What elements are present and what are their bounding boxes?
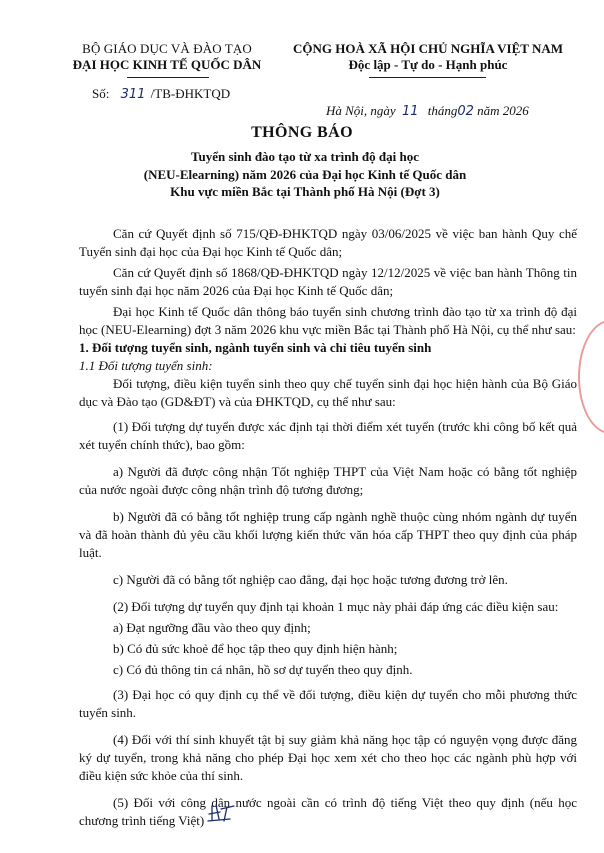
handwritten-initials-icon — [206, 800, 238, 824]
paragraph: (1) Đối tượng dự tuyển được xác định tại thời điểm xét tuyển (trước khi công bố kết quả xét tuyển chính thức), bao gồm: — [79, 419, 577, 452]
paragraph: (4) Đối với thí sinh khuyết tật bị suy giảm khả năng học tập có nguyện vọng được đăng ký dự tuyển, trong khả năng cho phép Đại học xem xét cho theo học các ngành phù hợp với điều kiện sức khỏe của thí sinh. — [79, 732, 577, 783]
doc-number-prefix: Số: — [92, 86, 110, 101]
document-subtitle — [40, 148, 570, 201]
official-seal-edge — [578, 320, 604, 434]
paragraph: (3) Đại học có quy định cụ thể về đối tượng, điều kiện dự tuyển cho mỗi phương thức tuyển sinh. — [79, 687, 577, 720]
issuer-underline — [127, 77, 209, 78]
paragraph: Căn cứ Quyết định số 1868/QĐ-ĐHKTQD ngày 12/12/2025 về việc ban hành Thông tin tuyển sinh đại học năm 2026 của Đại học Kinh tế Quốc dân; — [79, 265, 577, 298]
document-number — [92, 86, 230, 102]
date-month-label: tháng — [427, 103, 458, 118]
date-year: năm 2026 — [477, 103, 529, 118]
ministry-name: BỘ GIÁO DỤC VÀ ĐÀO TẠO — [82, 41, 252, 56]
paragraph: (5) Đối với công dân nước ngoài cần có trình độ tiếng Việt theo quy định (nếu học chương trình tiếng Việt) — [79, 795, 577, 828]
subtitle-line-2: (NEU-Elearning) năm 2026 của Đại học Kinh tế Quốc dân — [143, 166, 467, 182]
issuer-block — [62, 41, 272, 73]
paragraph: Đối tượng, điều kiện tuyển sinh theo quy chế tuyển sinh đại học hiện hành của Bộ Giáo dục và Đào tạo (GD&ĐT) và của ĐHKTQD, cụ thể như sau: — [79, 376, 577, 409]
document-title: THÔNG BÁO — [251, 124, 353, 141]
national-motto-block — [278, 41, 578, 73]
paragraph: a) Đạt ngưỡng đầu vào theo quy định; — [113, 620, 311, 635]
paragraph: c) Có đủ thông tin cá nhân, hồ sơ dự tuyển theo quy định. — [113, 662, 413, 677]
paragraph: (2) Đối tượng dự tuyển quy định tại khoản 1 mục này phải đáp ứng các điều kiện sau: — [113, 599, 559, 614]
paragraph: c) Người đã có bằng tốt nghiệp cao đẳng, đại học hoặc tương đương trở lên. — [113, 572, 508, 587]
paragraph: b) Người đã có bằng tốt nghiệp trung cấp ngành nghề thuộc cùng nhóm ngành dự tuyển và đã hoàn thành đủ yêu cầu khối lượng kiến thức văn hóa cấp THPT theo quy định của pháp luật. — [79, 509, 577, 560]
date-month-handwritten: 02 — [457, 104, 474, 119]
motto: Độc lập - Tự do - Hạnh phúc — [348, 57, 508, 72]
date-place: Hà Nội, ngày — [326, 103, 396, 118]
doc-number-handwritten: 311 — [120, 87, 146, 102]
subtitle-line-3: Khu vực miền Bắc tại Thành phố Hà Nội (Đợt 3) — [170, 184, 440, 199]
document-date — [326, 103, 529, 119]
paragraph: b) Có đủ sức khoẻ để học tập theo quy định hiện hành; — [113, 641, 398, 656]
subtitle-line-1: Tuyển sinh đào tạo từ xa trình độ đại học — [190, 149, 420, 164]
paragraph: Đại học Kinh tế Quốc dân thông báo tuyển sinh chương trình đào tạo từ xa trình độ đại học (NEU-Elearning) đợt 3 năm 2026 khu vực miền Bắc tại Thành phố Hà Nội, cụ thể như sau: — [79, 304, 577, 337]
paragraph: Căn cứ Quyết định số 715/QĐ-ĐHKTQD ngày 03/06/2025 về việc ban hành Quy chế Tuyển sinh đại học của Đại học Kinh tế Quốc dân; — [79, 226, 577, 259]
document-body — [79, 225, 577, 830]
university-name: ĐẠI HỌC KINH TẾ QUỐC DÂN — [72, 57, 262, 72]
section-heading: 1. Đối tượng tuyển sinh, ngành tuyển sinh và chỉ tiêu tuyển sinh — [79, 340, 432, 355]
paragraph: a) Người đã được công nhận Tốt nghiệp THPT của Việt Nam hoặc có bằng tốt nghiệp của nước ngoài được công nhận trình độ tương đương; — [79, 464, 577, 497]
country-name: CỘNG HOÀ XÃ HỘI CHỦ NGHĨA VIỆT NAM — [292, 41, 564, 56]
doc-number-suffix: /TB-ĐHKTQD — [150, 86, 231, 101]
subsection-heading: 1.1 Đối tượng tuyển sinh: — [79, 358, 213, 373]
motto-underline — [369, 77, 486, 78]
date-day-handwritten: 11 — [401, 104, 419, 119]
